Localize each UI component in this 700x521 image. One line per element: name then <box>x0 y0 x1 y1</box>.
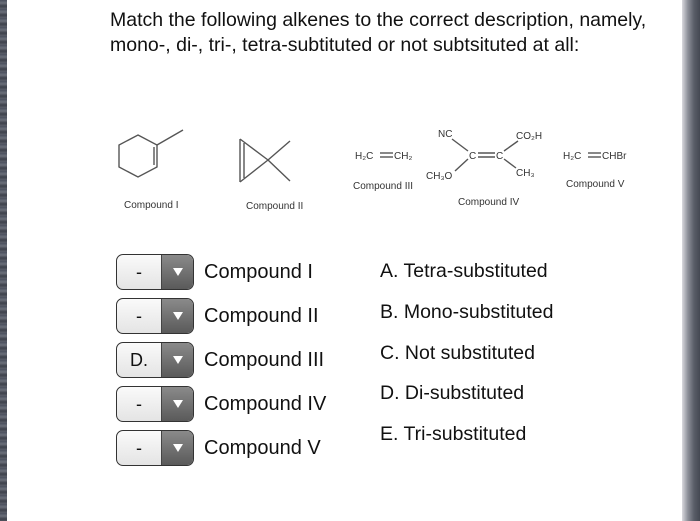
option-c: C. Not substituted <box>380 342 535 364</box>
compound-1-structure <box>119 130 183 177</box>
compound-4-structure <box>426 129 542 182</box>
right-edge-decoration <box>682 0 700 521</box>
compound-4-top-left: NC <box>438 129 453 140</box>
match-label-compound-1: Compound I <box>204 260 313 283</box>
match-row-compound-4 <box>116 384 326 424</box>
match-select-value: - <box>136 393 142 414</box>
compound-5-structure <box>563 151 627 162</box>
compound-3-left: H₂C <box>355 151 374 162</box>
match-select-value: - <box>136 305 142 326</box>
dropdown-arrow-icon[interactable] <box>161 387 193 421</box>
match-label-compound-5: Compound V <box>204 436 321 459</box>
match-select-compound-5[interactable] <box>116 430 194 466</box>
compound-2-label: Compound II <box>246 201 304 212</box>
match-select-value: - <box>136 261 142 282</box>
left-edge-decoration <box>0 0 7 521</box>
match-select-compound-4[interactable] <box>116 386 194 422</box>
compound-1-label: Compound I <box>124 200 179 211</box>
compound-5-label: Compound V <box>566 179 625 190</box>
compound-3-right: CH₂ <box>394 151 413 162</box>
compound-3-label: Compound III <box>353 181 414 192</box>
match-row-compound-2 <box>116 296 319 336</box>
match-label-compound-2: Compound II <box>204 304 319 327</box>
compound-4-bottom-left: CH₃O <box>426 171 453 182</box>
match-label-compound-4: Compound IV <box>204 392 327 415</box>
match-row-compound-3 <box>116 340 324 380</box>
dropdown-arrow-icon[interactable] <box>161 255 193 289</box>
match-label-compound-3: Compound III <box>204 348 325 371</box>
dropdown-arrow-icon[interactable] <box>161 431 193 465</box>
compound-4-carbon-right: C <box>496 151 504 162</box>
match-row-compound-1 <box>116 252 313 292</box>
match-select-compound-1[interactable] <box>116 254 194 290</box>
match-select-value: D. <box>130 349 148 370</box>
dropdown-arrow-icon[interactable] <box>161 343 193 377</box>
option-b: B. Mono-substituted <box>380 301 554 323</box>
compound-5-left: H₂C <box>563 151 582 162</box>
match-select-compound-3[interactable] <box>116 342 194 378</box>
match-select-compound-2[interactable] <box>116 298 194 334</box>
match-row-compound-5 <box>116 428 321 468</box>
option-d: D. Di-substituted <box>380 382 525 404</box>
dropdown-arrow-icon[interactable] <box>161 299 193 333</box>
compound-3-structure <box>355 151 412 162</box>
compound-5-right: CHBr <box>602 151 627 162</box>
option-e: E. Tri-substituted <box>380 423 527 445</box>
question-text: Match the following alkenes to the correct description, namely, mono-, di-, tri-, tetra-subtituted or not subtsituted at all: <box>110 9 647 56</box>
match-select-value: - <box>136 437 142 458</box>
compound-4-top-right: CO₂H <box>516 131 543 142</box>
compound-4-label: Compound IV <box>458 197 520 208</box>
compound-2-structure <box>240 139 290 182</box>
compound-4-bottom-right: CH₃ <box>516 168 535 179</box>
option-a: A. Tetra-substituted <box>380 260 548 282</box>
compound-4-carbon-left: C <box>469 151 477 162</box>
compounds-figure <box>110 115 650 225</box>
